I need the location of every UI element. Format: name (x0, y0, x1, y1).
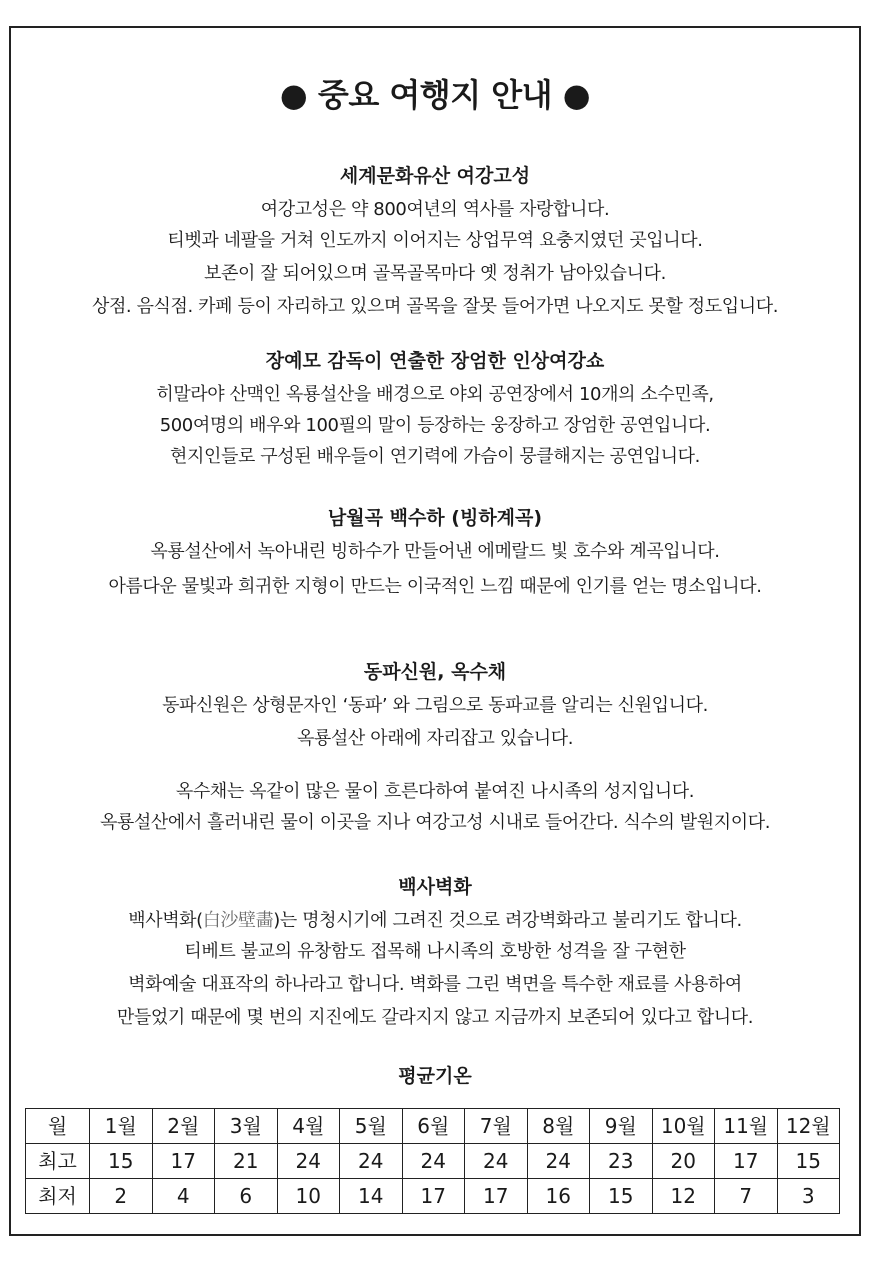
section-line: 현지인들로 구성된 배우들이 연기력에 가슴이 뭉클해지는 공연입니다. (170, 446, 700, 467)
table-row-low (26, 1179, 840, 1214)
section-title: 남월곡 백수하 (빙하계곡) (327, 507, 543, 529)
table-cell: 15 (590, 1179, 653, 1214)
section-impression-show (0, 343, 870, 472)
table-cell: 17 (715, 1144, 778, 1179)
temperature-title: 평균기온 (398, 1065, 472, 1087)
header-cell: 5월 (340, 1109, 403, 1144)
table-cell: 14 (340, 1179, 403, 1214)
section-line: 상점. 음식점. 카페 등이 자리하고 있으며 골목을 잘못 들어가면 나오지도 못할 정도입니다. (91, 296, 779, 317)
section-glacier-valley (0, 500, 870, 602)
section-line: 500여명의 배우와 100필의 말이 등장하는 웅장하고 장엄한 공연입니다. (159, 415, 711, 436)
table-cell: 23 (590, 1144, 653, 1179)
header-cell: 12월 (777, 1109, 840, 1144)
table-cell: 24 (277, 1144, 340, 1179)
section-line: 티베트 불교의 유창함도 접목해 나시족의 호방한 성격을 잘 구현한 (184, 941, 686, 962)
header-cell: 11월 (715, 1109, 778, 1144)
header-cell: 6월 (402, 1109, 465, 1144)
table-cell: 24 (527, 1144, 590, 1179)
row-label: 최저 (26, 1179, 90, 1214)
section-yeogang-old-town (0, 158, 870, 322)
table-cell: 20 (652, 1144, 715, 1179)
section-line: 여강고성은 약 800여년의 역사를 자랑합니다. (260, 199, 610, 220)
section-line: 히말라야 산맥인 옥룡설산을 배경으로 야외 공연장에서 10개의 소수민족, (156, 384, 714, 405)
table-cell: 12 (652, 1179, 715, 1214)
section-line: 옥수채는 옥같이 많은 물이 흐른다하여 붙여진 나시족의 성지입니다. (175, 781, 695, 802)
first-line-pre: 백사벽화( (128, 910, 203, 931)
first-line-post: )는 명청시기에 그려진 것으로 려강벽화라고 불리기도 합니다. (273, 910, 742, 931)
table-cell: 2 (90, 1179, 153, 1214)
header-cell: 1월 (90, 1109, 153, 1144)
section-line: 보존이 잘 되어있으며 골목골목마다 옛 정취가 남아있습니다. (204, 263, 666, 284)
section-title: 백사벽화 (398, 876, 472, 898)
section-line: 벽화예술 대표작의 하나라고 합니다. 벽화를 그린 벽면을 특수한 재료를 사용하여 (128, 974, 742, 995)
table-cell: 15 (90, 1144, 153, 1179)
section-line: 옥룡설산에서 녹아내린 빙하수가 만들어낸 에메랄드 빛 호수와 계곡입니다. (150, 541, 720, 562)
table-cell: 17 (402, 1179, 465, 1214)
table-cell: 3 (777, 1179, 840, 1214)
header-cell: 4월 (277, 1109, 340, 1144)
section-spacer (0, 754, 870, 776)
section-line (0, 905, 870, 936)
header-cell: 8월 (527, 1109, 590, 1144)
table-cell: 7 (715, 1179, 778, 1214)
table-cell: 17 (465, 1179, 528, 1214)
table-cell: 4 (152, 1179, 215, 1214)
table-cell: 15 (777, 1144, 840, 1179)
row-label: 최고 (26, 1144, 90, 1179)
table-cell: 21 (215, 1144, 278, 1179)
section-title: 세계문화유산 여강고성 (339, 165, 531, 187)
section-line: 동파신원은 상형문자인 ‘동파’ 와 그림으로 동파교를 알리는 신원입니다. (162, 695, 708, 716)
header-cell: 9월 (590, 1109, 653, 1144)
table-header-row (26, 1109, 840, 1144)
section-line: 옥룡설산에서 흘러내린 물이 이곳을 지나 여강고성 시내로 들어간다. 식수의 발원지이다. (99, 812, 771, 833)
section-line: 만들었기 때문에 몇 번의 지진에도 갈라지지 않고 지금까지 보존되어 있다고 합니다. (116, 1007, 754, 1028)
section-line: 아름다운 물빛과 희귀한 지형이 만드는 이국적인 느낌 때문에 인기를 얻는 명소입니다. (108, 576, 762, 597)
section-baisha-murals (0, 869, 870, 1033)
section-dongpa-oksuchae (0, 654, 870, 838)
section-line: 옥룡설산 아래에 자리잡고 있습니다. (296, 728, 574, 749)
hanja-text: 白沙壁畵 (202, 910, 274, 931)
table-cell: 17 (152, 1144, 215, 1179)
temperature-table (25, 1108, 840, 1214)
header-cell: 월 (26, 1109, 90, 1144)
header-cell: 2월 (152, 1109, 215, 1144)
table-cell: 24 (340, 1144, 403, 1179)
page-title: ● 중요 여행지 안내 ● (279, 76, 591, 114)
section-line: 티벳과 네팔을 거쳐 인도까지 이어지는 상업무역 요충지였던 곳입니다. (167, 230, 703, 251)
table-row-high (26, 1144, 840, 1179)
table-cell: 6 (215, 1179, 278, 1214)
header-cell: 3월 (215, 1109, 278, 1144)
header-cell: 10월 (652, 1109, 715, 1144)
table-cell: 16 (527, 1179, 590, 1214)
table-cell: 10 (277, 1179, 340, 1214)
section-title: 동파신원, 옥수채 (363, 661, 507, 683)
header-cell: 7월 (465, 1109, 528, 1144)
section-title: 장예모 감독이 연출한 장엄한 인상여강쇼 (265, 350, 605, 372)
table-cell: 24 (402, 1144, 465, 1179)
table-cell: 24 (465, 1144, 528, 1179)
